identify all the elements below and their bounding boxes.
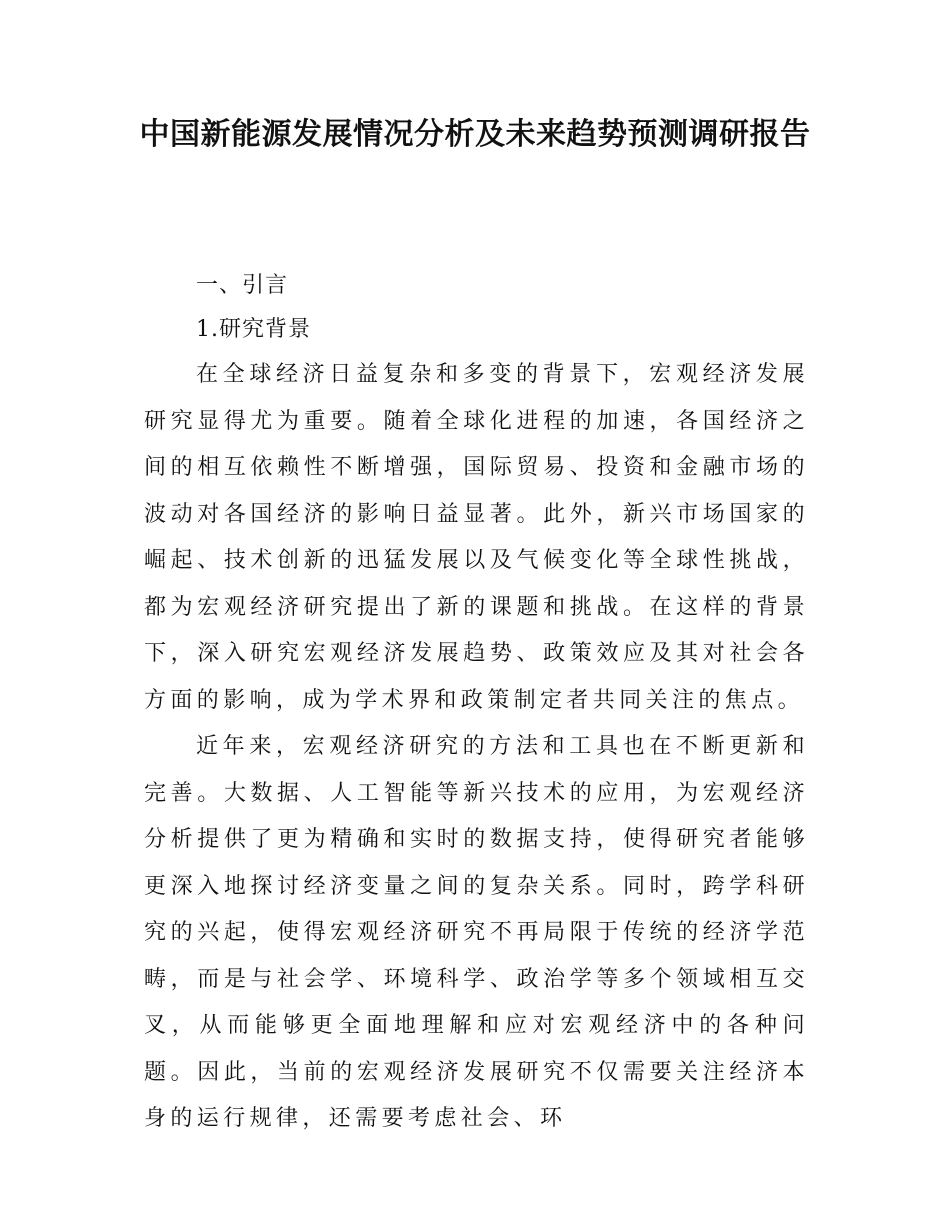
document-body [144, 264, 809, 1143]
document-title: 中国新能源发展情况分析及未来趋势预测调研报告 [139, 117, 811, 152]
body-paragraph: 近年来，宏观经济研究的方法和工具也在不断更新和完善。大数据、人工智能等新兴技术的应用，为宏观经济分析提供了更为精确和实时的数据支持，使得研究者能够更深入地探讨经济变量之间的复杂关系。同时，跨学科研究的兴起，使得宏观经济研究不再局限于传统的经济学范畴，而是与社会学、环境科学、政治学等多个领域相互交叉，从而能够更全面地理解和应对宏观经济中的各种问题。因此，当前的宏观经济发展研究不仅需要关注经济本身的运行规律，还需要考虑社会、环 [144, 734, 809, 1131]
section-heading: 一、引言 [196, 273, 289, 298]
subsection-heading: 1.研究背景 [196, 317, 311, 342]
body-paragraph: 在全球经济日益复杂和多变的背景下，宏观经济发展研究显得尤为重要。随着全球化进程的加速，各国经济之间的相互依赖性不断增强，国际贸易、投资和金融市场的波动对各国经济的影响日益显著。此外，新兴市场国家的崛起、技术创新的迅猛发展以及气候变化等全球性挑战，都为宏观经济研究提出了新的课题和挑战。在这样的背景下，深入研究宏观经济发展趋势、政策效应及其对社会各方面的影响，成为学术界和政策制定者共同关注的焦点。 [144, 362, 809, 713]
